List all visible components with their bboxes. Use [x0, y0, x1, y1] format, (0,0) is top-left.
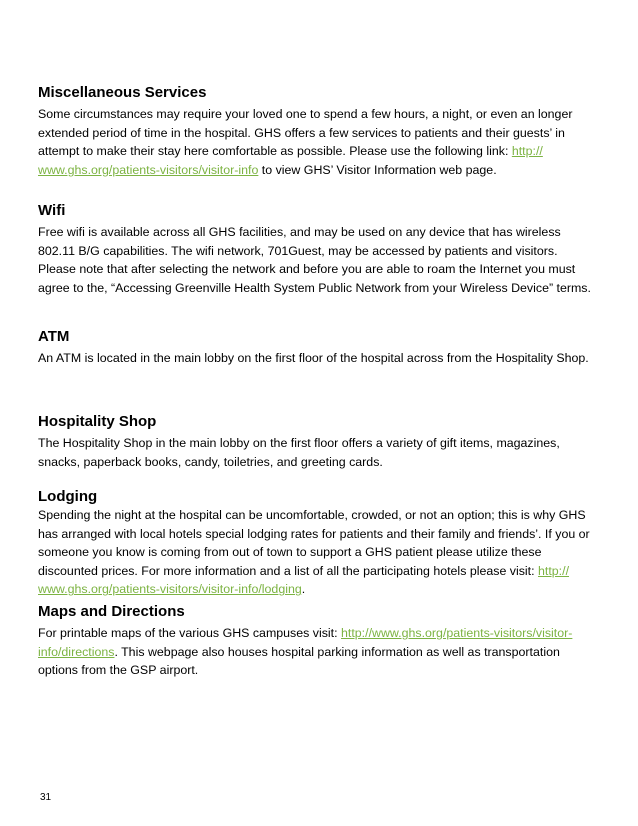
visitor-info-link[interactable]: http:// www.ghs.org/patients-visitors/visitor-info: [38, 144, 543, 177]
paragraph-lodging: [38, 506, 598, 599]
lodging-link[interactable]: http:// www.ghs.org/patients-visitors/visitor-info/lodging: [38, 563, 570, 597]
heading-wifi: Wifi: [38, 202, 66, 219]
paragraph-hospitality-shop: The Hospitality Shop in the main lobby on the first floor offers a variety of gift items, magazines, snacks, paperback books, candy, toiletries, and greeting cards.: [38, 436, 560, 469]
misc-text-end: to view GHS’ Visitor Information web page.: [258, 162, 497, 177]
paragraph-atm: An ATM is located in the main lobby on the first floor of the hospital across from the Hospitality Shop.: [38, 351, 589, 365]
lodging-text-start: Spending the night at the hospital can be uncomfortable, crowded, or not an option; this is why GHS has arranged with local hotels special lodging rates for patients and their family and friends’. If you or someone you know is coming from out of town to support a GHS patient please utilize these discounted prices. For more information and a list of all the participating hotels please visit:: [38, 508, 590, 578]
section-miscellaneous-services: [38, 84, 598, 179]
section-maps-and-directions: [38, 603, 598, 680]
paragraph-maps-and-directions: [38, 624, 598, 680]
paragraph-wifi: Free wifi is available across all GHS facilities, and may be used on any device that has wireless 802.11 B/G capabilities. The wifi network, 701Guest, may be accessed by patients and visitors. Please note that after selecting the network and before you are able to roam the Internet you must agree to the, “Accessing Greenville Health System Public Network from your Wireless Device” terms.: [38, 225, 591, 295]
misc-text-start: Some circumstances may require your loved one to spend a few hours, a night, or even an longer extended period of time in the hospital. GHS offers a few services to patients and their guests’ in attempt to make their stay here comfortable as possible. Please use the following link:: [38, 107, 573, 159]
heading-lodging: Lodging: [38, 488, 98, 505]
maps-text-start: For printable maps of the various GHS campuses visit:: [38, 626, 342, 640]
heading-atm: ATM: [38, 328, 70, 345]
heading-hospitality-shop: Hospitality Shop: [38, 413, 157, 430]
maps-text-end: . This webpage also houses hospital parking information as well as transportation options from the GSP airport.: [38, 644, 560, 678]
section-wifi: [38, 202, 598, 297]
lodging-text-end: .: [301, 582, 306, 597]
section-atm: [38, 328, 598, 368]
section-lodging: [38, 488, 598, 599]
section-hospitality-shop: [38, 413, 598, 471]
page-number: 31: [40, 792, 52, 803]
heading-miscellaneous-services: Miscellaneous Services: [38, 84, 207, 101]
paragraph-miscellaneous-services: [38, 105, 598, 179]
directions-link[interactable]: http://www.ghs.org/patients-visitors/visitor-info/directions: [38, 626, 573, 659]
heading-maps-and-directions: Maps and Directions: [38, 603, 185, 620]
